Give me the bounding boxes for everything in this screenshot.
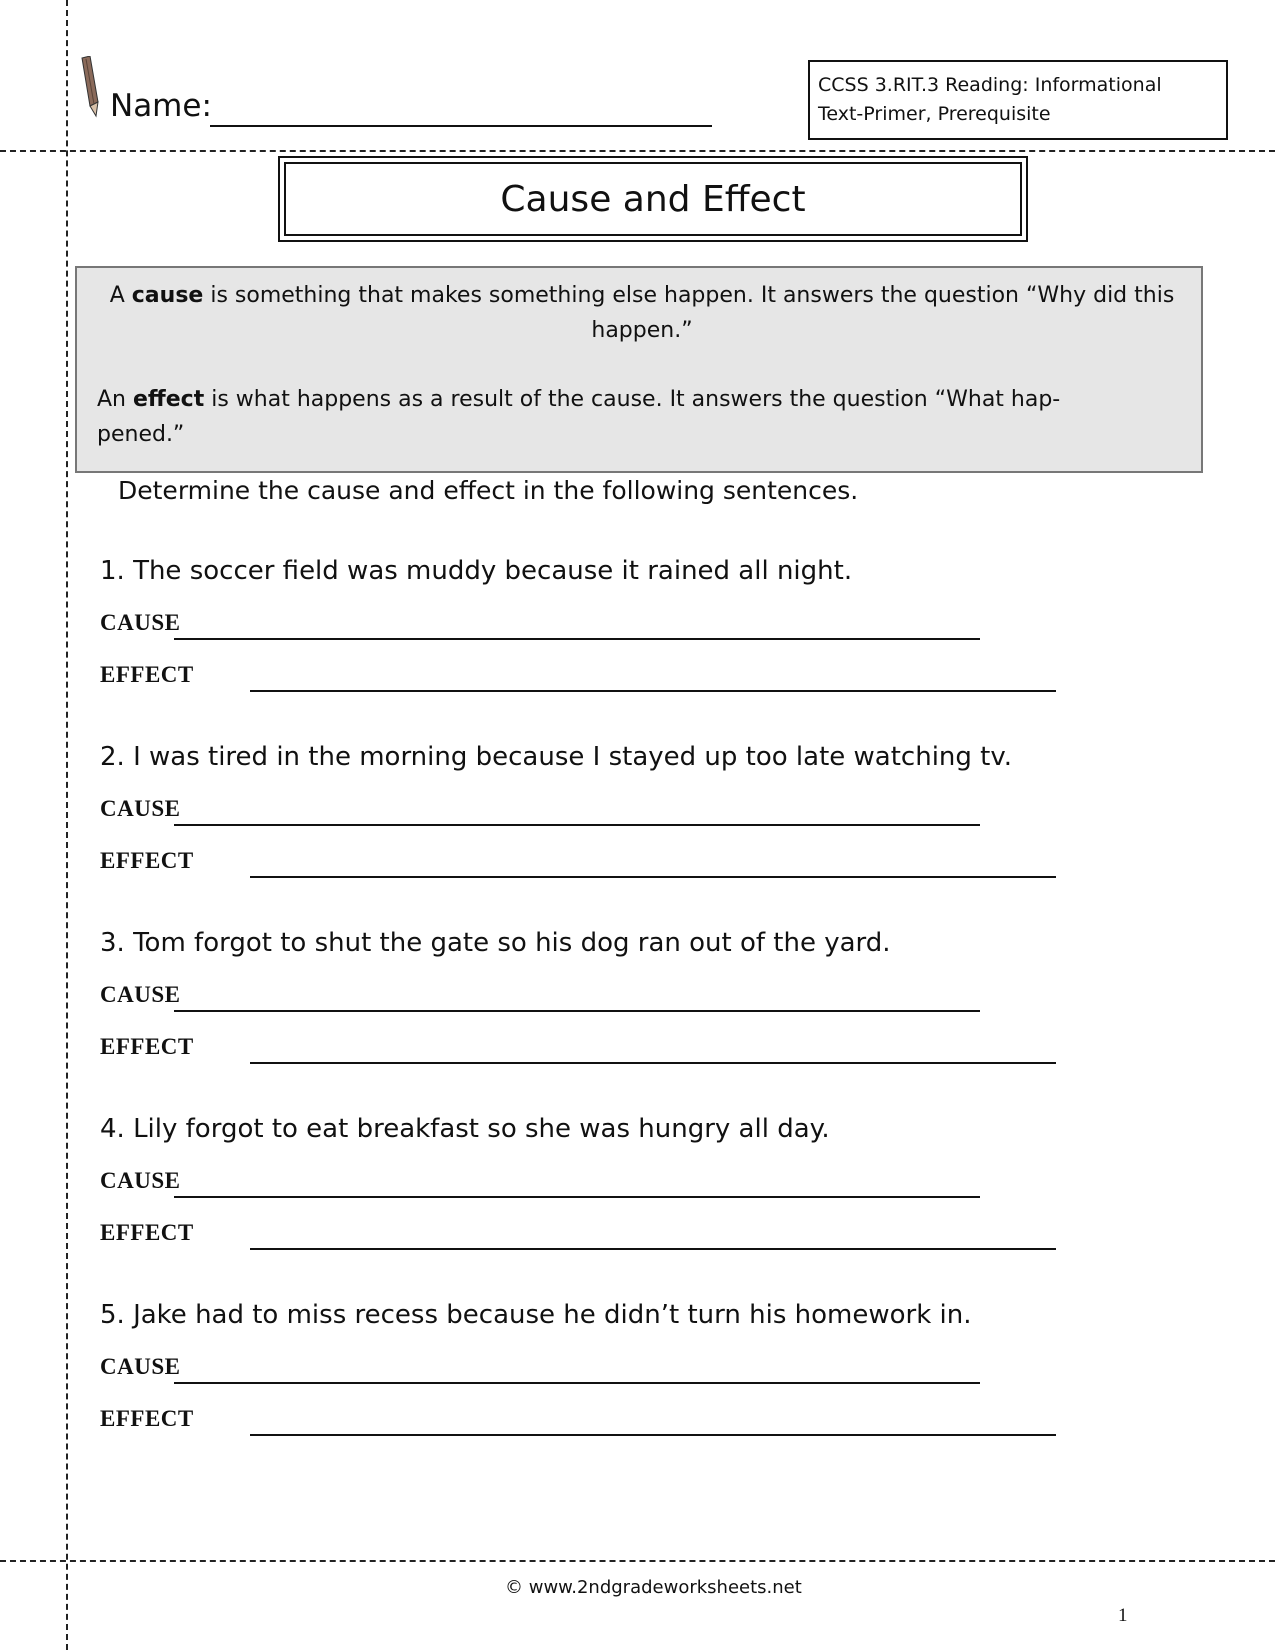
instructions: Determine the cause and effect in the following sentences. bbox=[118, 476, 859, 505]
question-3: 3. Tom forgot to shut the gate so his dog ran out of the yard. bbox=[100, 928, 891, 958]
effect-answer-line-4[interactable] bbox=[250, 1248, 1056, 1250]
cause-definition: A cause is something that makes something else happen. It answers the question “Why did this happen.” bbox=[109, 283, 1175, 343]
name-field-line[interactable] bbox=[210, 125, 712, 127]
standard-line-2: Text-Primer, Prerequisite bbox=[818, 103, 1051, 125]
effect-label: EFFECT bbox=[100, 848, 194, 873]
question-2: 2. I was tired in the morning because I stayed up too late watching tv. bbox=[100, 742, 1012, 772]
title-frame bbox=[278, 156, 1028, 242]
effect-label: EFFECT bbox=[100, 662, 194, 687]
effect-label: EFFECT bbox=[100, 1220, 194, 1245]
pencil-icon bbox=[76, 56, 104, 118]
page-title: Cause and Effect bbox=[284, 162, 1022, 236]
cause-term: cause bbox=[131, 283, 204, 308]
definition-box bbox=[75, 266, 1203, 473]
effect-answer-line-2[interactable] bbox=[250, 876, 1056, 878]
question-5: 5. Jake had to miss recess because he didn’t turn his homework in. bbox=[100, 1300, 972, 1330]
cause-answer-line-5[interactable] bbox=[174, 1382, 980, 1384]
cause-answer-line-1[interactable] bbox=[174, 638, 980, 640]
page-number: 1 bbox=[1118, 1605, 1128, 1626]
effect-term: effect bbox=[133, 387, 205, 412]
vertical-guide-line bbox=[66, 0, 68, 1650]
cause-label: CAUSE bbox=[100, 796, 181, 821]
cause-label: CAUSE bbox=[100, 610, 181, 635]
cause-answer-line-3[interactable] bbox=[174, 1010, 980, 1012]
effect-definition: An effect is what happens as a result of the cause. It answers the question “What hap-pened.” bbox=[97, 387, 1061, 447]
question-1: 1. The soccer field was muddy because it rained all night. bbox=[100, 556, 853, 586]
effect-label: EFFECT bbox=[100, 1406, 194, 1431]
effect-answer-line-3[interactable] bbox=[250, 1062, 1056, 1064]
question-4: 4. Lily forgot to eat breakfast so she was hungry all day. bbox=[100, 1114, 830, 1144]
bottom-guide-line bbox=[0, 1560, 1275, 1562]
effect-label: EFFECT bbox=[100, 1034, 194, 1059]
standard-box bbox=[808, 60, 1228, 140]
cause-answer-line-2[interactable] bbox=[174, 824, 980, 826]
cause-answer-line-4[interactable] bbox=[174, 1196, 980, 1198]
effect-answer-line-1[interactable] bbox=[250, 690, 1056, 692]
cause-label: CAUSE bbox=[100, 1354, 181, 1379]
footer-copyright: © www.2ndgradeworksheets.net bbox=[505, 1577, 802, 1598]
cause-label: CAUSE bbox=[100, 982, 181, 1007]
top-guide-line bbox=[0, 150, 1275, 152]
name-label: Name: bbox=[110, 88, 212, 124]
standard-line-1: CCSS 3.RIT.3 Reading: Informational bbox=[818, 74, 1162, 96]
cause-label: CAUSE bbox=[100, 1168, 181, 1193]
effect-answer-line-5[interactable] bbox=[250, 1434, 1056, 1436]
